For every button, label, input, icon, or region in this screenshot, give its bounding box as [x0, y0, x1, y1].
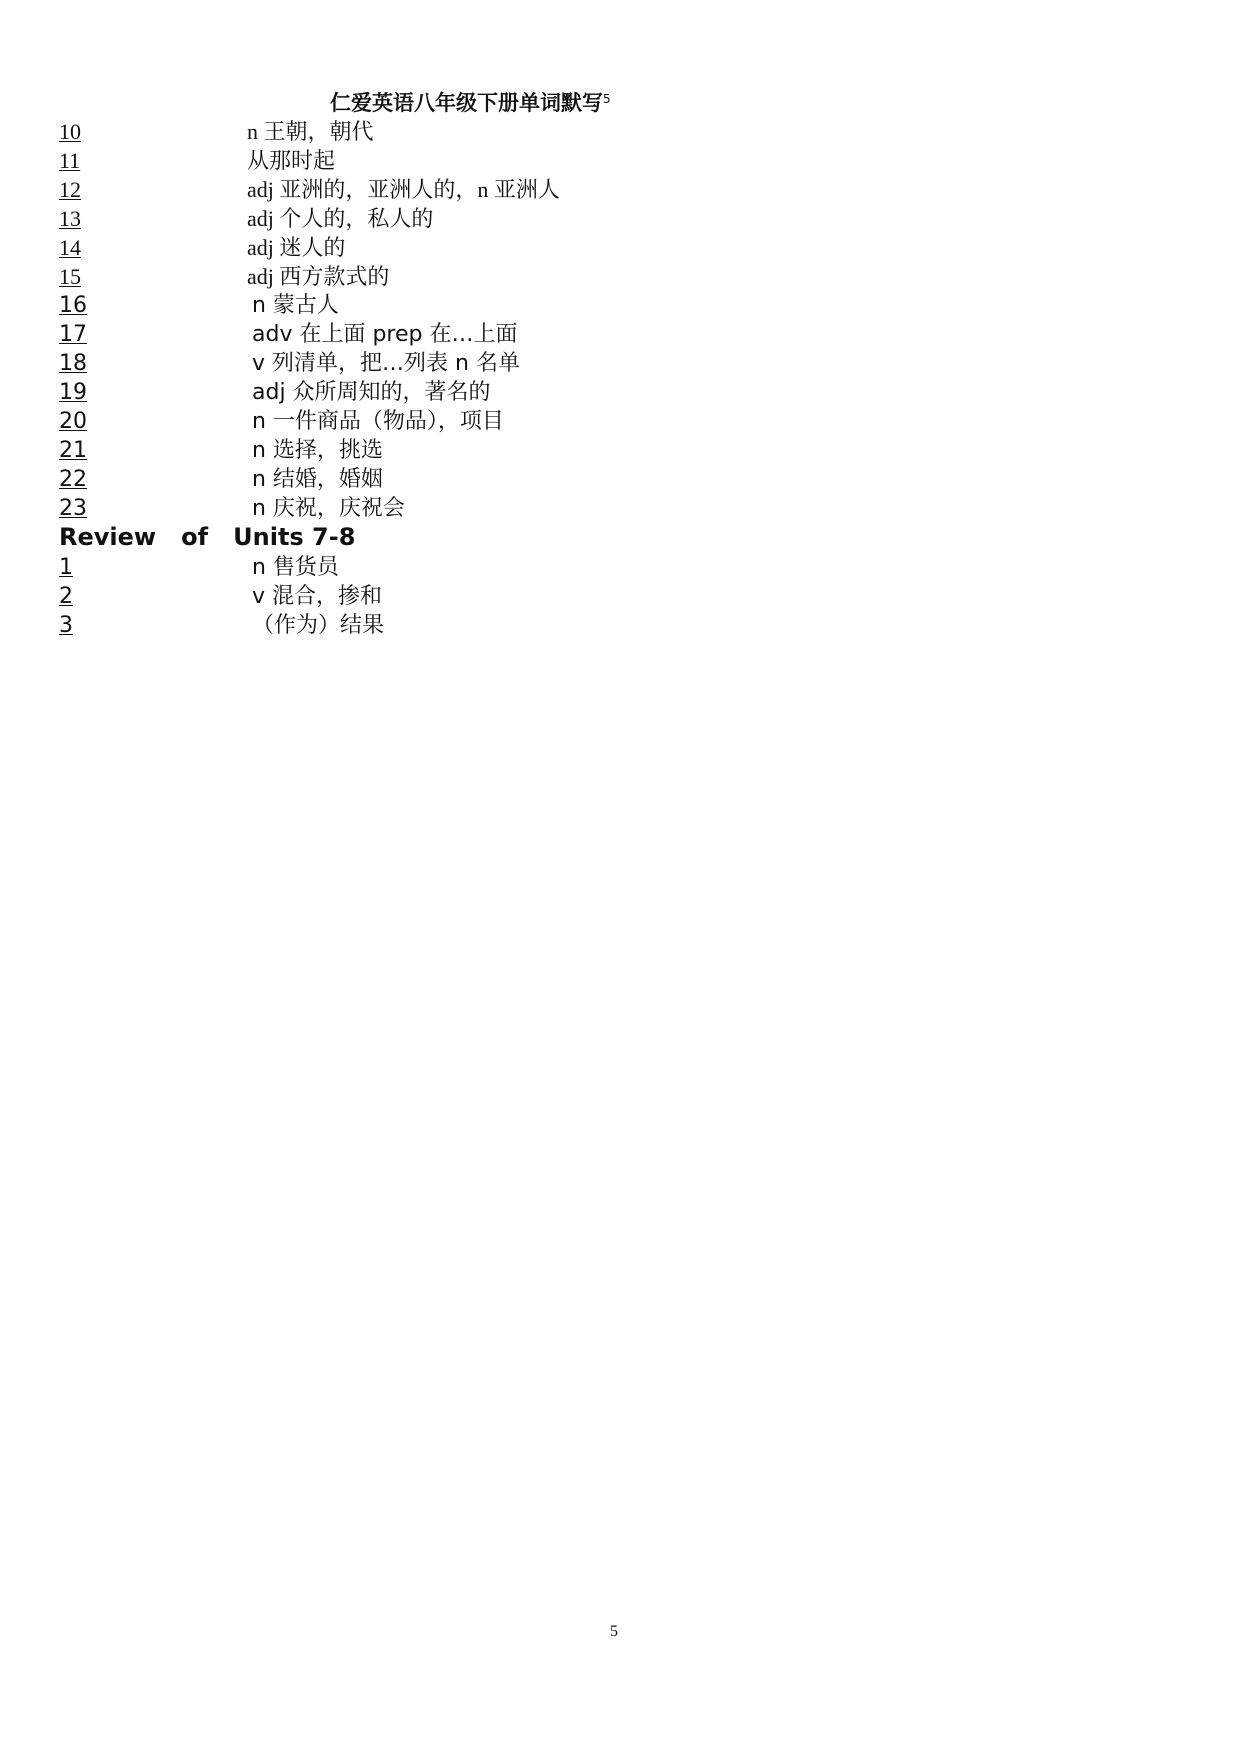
answer-blank[interactable]: 21 [59, 438, 87, 463]
definition: n 结婚，婚姻 [252, 467, 383, 492]
answer-blank[interactable]: 14 [59, 235, 81, 260]
definition: 从那时起 [247, 148, 336, 173]
definition: adj 迷人的 [247, 235, 346, 260]
vocab-row [59, 262, 389, 291]
answer-blank[interactable]: 20 [59, 409, 87, 434]
vocab-row [59, 233, 345, 262]
review-row [59, 611, 384, 640]
definition: n 售货员 [252, 555, 339, 580]
definition: adj 个人的，私人的 [247, 206, 434, 231]
answer-blank[interactable]: 2 [59, 584, 73, 609]
answer-blank[interactable]: 1 [59, 555, 73, 580]
vocab-row [59, 349, 520, 378]
vocab-row [59, 378, 491, 407]
definition: adv 在上面 prep 在…上面 [252, 322, 518, 347]
definition: n 选择，挑选 [252, 438, 383, 463]
definition: v 混合，掺和 [252, 584, 383, 609]
answer-blank[interactable]: 11 [59, 148, 81, 173]
vocab-row [59, 204, 433, 233]
definition: adj 众所周知的，著名的 [252, 380, 491, 405]
title-text: 仁爱英语八年级下册单词默写 [330, 91, 603, 115]
answer-blank[interactable]: 19 [59, 380, 87, 405]
page-number: 5 [610, 1623, 618, 1640]
definition: n 王朝，朝代 [247, 119, 374, 144]
definition: n 一件商品（物品），项目 [252, 409, 504, 434]
vocab-row [59, 436, 383, 465]
vocab-row [59, 146, 335, 175]
vocab-row [59, 175, 560, 204]
answer-blank[interactable]: 16 [59, 293, 87, 318]
definition: adj 亚洲的，亚洲人的，n 亚洲人 [247, 177, 560, 202]
title-superscript: 5 [603, 92, 611, 106]
answer-blank[interactable]: 17 [59, 322, 87, 347]
answer-blank[interactable]: 18 [59, 351, 87, 376]
review-row [59, 582, 382, 611]
vocab-row [59, 291, 339, 320]
document-title [330, 90, 611, 116]
answer-blank[interactable]: 12 [59, 177, 81, 202]
section-heading: Review of Units 7-8 [59, 523, 356, 551]
answer-blank[interactable]: 10 [59, 119, 81, 144]
vocab-row [59, 494, 405, 523]
review-row [59, 553, 339, 582]
answer-blank[interactable]: 15 [59, 264, 81, 289]
vocab-row [59, 117, 374, 146]
definition: v 列清单，把…列表 n 名单 [252, 351, 520, 376]
answer-blank[interactable]: 3 [59, 613, 73, 638]
answer-blank[interactable]: 13 [59, 206, 81, 231]
definition: n 庆祝，庆祝会 [252, 496, 405, 521]
answer-blank[interactable]: 23 [59, 496, 87, 521]
vocab-row [59, 320, 517, 349]
definition: adj 西方款式的 [247, 264, 390, 289]
definition: （作为）结果 [252, 613, 385, 638]
answer-blank[interactable]: 22 [59, 467, 87, 492]
definition: n 蒙古人 [252, 293, 339, 318]
vocab-row [59, 407, 504, 436]
vocab-row [59, 465, 383, 494]
